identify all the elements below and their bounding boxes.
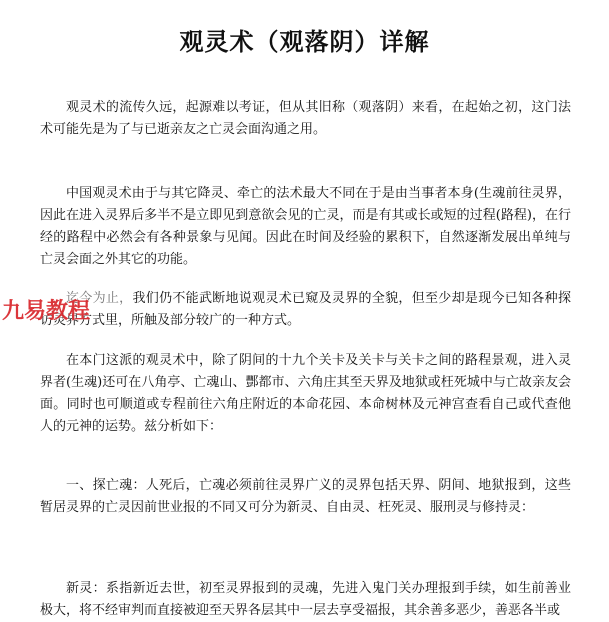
- document-title: 观灵术（观落阴）详解: [179, 28, 430, 56]
- paragraph-scope-rest: 我们仍不能武断地说观灵术已窥及灵界的全貌，但至少却是现今已知各种探访灵界方式里，所触及部分较广的一种方式。: [40, 291, 571, 328]
- paragraph-new-spirit: 新灵：系指新近去世，初至灵界报到的灵魂，先进入鬼门关办理报到手续，如生前善业极大，将不经审判而直接被迎至天界各层其中一层去享受福报，其余善多恶少，善恶各半或: [40, 581, 571, 618]
- paragraph-origin: 观灵术的流传久远，起源难以考证，但从其旧称（观落阴）来看，在起始之初，这门法术可能先是为了与已逝亲友之亡灵会面沟通之用。: [40, 100, 571, 137]
- paragraph-method: 在本门这派的观灵术中，除了阴间的十九个关卡及关卡与关卡之间的路程景观，进入灵界者(生魂)还可在八角亭、亡魂山、酆都市、六角庄其至天界及地狱或枉死城中与亡故亲友会面。同时也可顺道或专程前往六角庄附近的本命花园、本命树林及元神宫查看自己或代查他人的元神的运势。兹分析如下：: [40, 353, 571, 434]
- paragraph-visit-spirits: 一、探亡魂：人死后，亡魂必须前往灵界广义的灵界包括天界、阴间、地狱报到，这些暂居灵界的亡灵因前世业报的不同又可分为新灵、自由灵、枉死灵、服刑灵与修持灵：: [40, 478, 571, 515]
- watermark-logo: 九易教程: [2, 299, 91, 324]
- paragraph-scope: [40, 288, 571, 332]
- paragraph-scope-lead: 迄今为止，: [66, 291, 133, 306]
- paragraph-difference: 中国观灵术由于与其它降灵、牵亡的法术最大不同在于是由当事者本身(生魂前往灵界，因此在进入灵界后多半不是立即见到意欲会见的亡灵，而是有其或长或短的过程(路程)，在行经的路程中必然会有各种景象与见闻。因此在时间及经验的累积下，自然逐渐发展出单纯与亡灵会面之外其它的功能。: [40, 186, 571, 267]
